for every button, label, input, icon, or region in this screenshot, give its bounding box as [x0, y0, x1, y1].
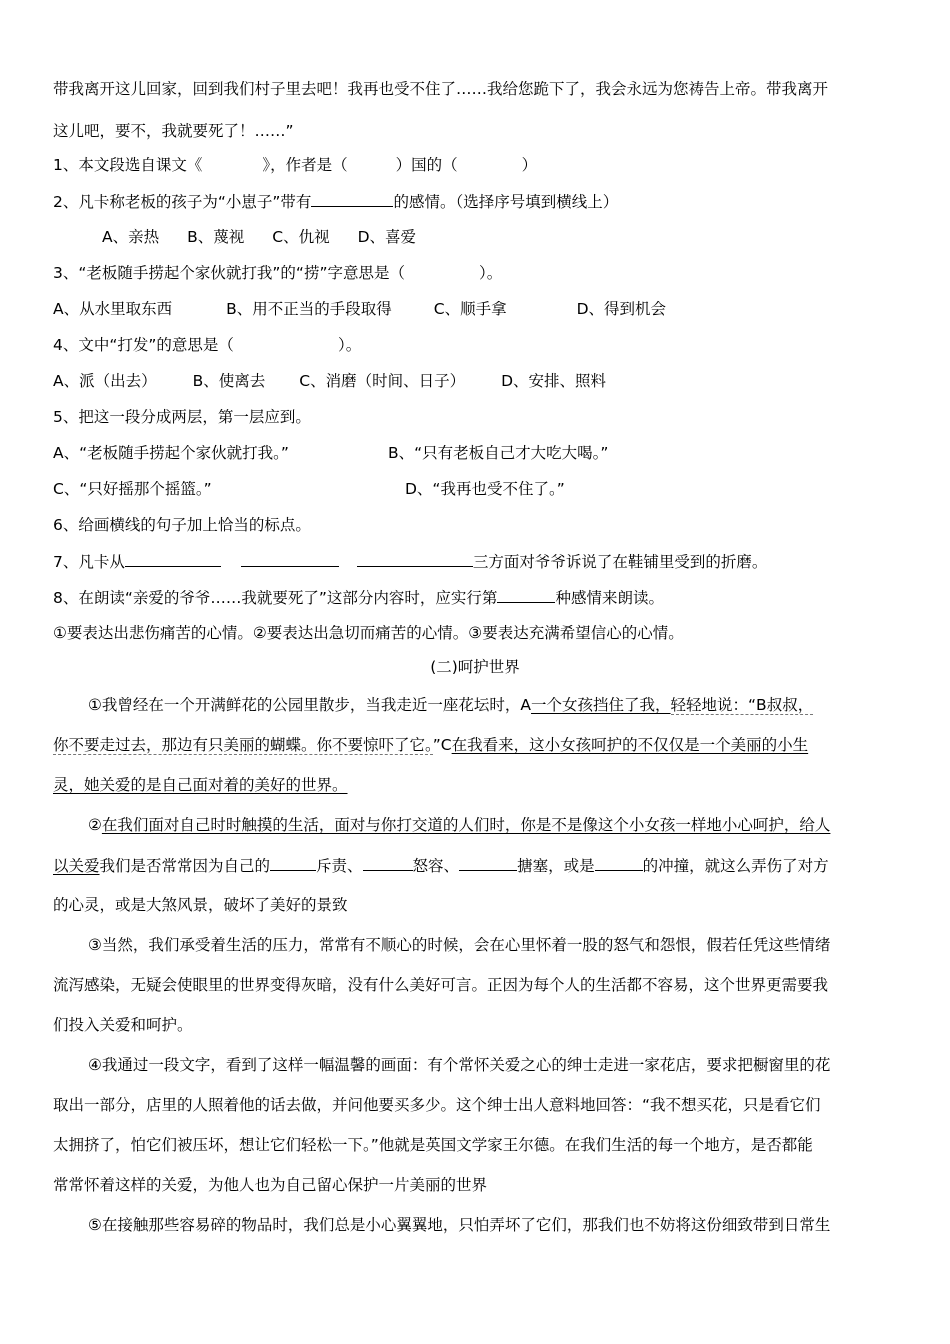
paragraph-3-line: 流泻感染，无疑会使眼里的世界变得灰暗，没有什么美好可言。正因为每个人的生活都不容易，这个世界更需要我 [53, 976, 829, 994]
q7-text: 三方面对爷爷诉说了在鞋铺里受到的折磨。 [472, 553, 768, 571]
paragraph-1-line [53, 735, 920, 755]
answer-blank[interactable] [241, 551, 339, 567]
answer-blank[interactable] [595, 855, 643, 871]
paragraph-1-line [53, 775, 920, 795]
option: C、仇视 [272, 228, 330, 246]
section-title: (二)呵护世界 [430, 658, 520, 676]
q2-text: 的感情。（选择序号填到横线上） [393, 193, 619, 211]
question-2 [53, 191, 920, 212]
text-run: 搪塞，或是 [517, 857, 595, 875]
question-5: 5、把这一段分成两层，第一层应到。 [53, 408, 311, 426]
question-3 [53, 263, 920, 283]
option: D、“我再也受不住了。” [405, 480, 565, 498]
q5-options-row1 [53, 443, 920, 463]
paragraph-4-line: 取出一部分，店里的人照着他的话去做，并问他要买多少。这个绅士出人意料地回答：“我不想买花，只是看它们 [53, 1096, 821, 1114]
text-run: 的冲撞，就这么弄伤了对方 [642, 857, 829, 875]
question-6: 6、给画横线的句子加上恰当的标点。 [53, 516, 311, 534]
q8-choices: ①要表达出悲伤痛苦的心情。②要表达出急切而痛苦的心情。③要表达充满希望信心的心情。 [53, 624, 684, 642]
q8-text: 种感情来朗读。 [555, 589, 664, 607]
answer-blank[interactable] [270, 855, 316, 871]
question-7 [53, 551, 920, 572]
option: B、用不正当的手段取得 [226, 300, 392, 318]
q1-text: 1、本文段选自课文《 [53, 156, 203, 174]
text-run: 斥责、 [316, 857, 363, 875]
underlined-sentence: 灵，她关爱的是自己面对着的美好的世界。 [53, 776, 348, 794]
option: B、“只有老板自己才大吃大喝。” [388, 444, 609, 462]
option: A、派（出去） [53, 372, 157, 390]
q3-text: 3、“老板随手捞起个家伙就打我”的“捞”字意思是（ [53, 264, 405, 282]
text-run: ”C [432, 736, 452, 754]
answer-blank[interactable] [497, 587, 555, 603]
paragraph-3-line: ③当然，我们承受着生活的压力，常常有不顺心的时候，会在心里怀着一股的怒气和怨恨，假若任凭这些情绪 [88, 936, 831, 954]
question-4 [53, 335, 920, 355]
text-run: ② [88, 816, 102, 834]
text-run: 怒容、 [412, 857, 460, 875]
option: A、亲热 [102, 228, 160, 246]
answer-blank[interactable] [363, 855, 413, 871]
paragraph-4-line: ④我通过一段文字，看到了这样一幅温馨的画面：有个常怀关爱之心的绅士走进一家花店，要求把橱窗里的花 [88, 1056, 831, 1074]
option: D、喜爱 [357, 228, 417, 246]
option: A、从水里取东西 [53, 300, 173, 318]
q4-text: 4、文中“打发”的意思是（ [53, 336, 234, 354]
q4-options [53, 371, 920, 391]
answer-blank[interactable] [357, 551, 473, 567]
answer-blank[interactable] [125, 551, 221, 567]
answer-blank[interactable] [459, 855, 517, 871]
paragraph-2-line: 的心灵，或是大煞风景，破坏了美好的景致 [53, 896, 348, 914]
paragraph-2-line [88, 815, 920, 835]
text-run: 你不要走过去，那边有只美丽的蝴蝶。你不要惊吓了它。 [53, 736, 433, 754]
option: C、顺手拿 [433, 300, 507, 318]
text-run: ①我曾经在一个开满鲜花的公园里散步，当我走近一座花坛时，A [88, 696, 532, 714]
passage-line: 带我离开这儿回家，回到我们村子里去吧！我再也受不住了……我给您跪下了，我会永远为您祷告上帝。带我离开 [53, 80, 829, 98]
answer-blank[interactable] [311, 191, 393, 207]
text-run: 我们是否常常因为自己的 [99, 857, 271, 875]
paragraph-2-line [53, 855, 920, 876]
paragraph-4-line: 太拥挤了，怕它们被压坏，想让它们轻松一下。”他就是英国文学家王尔德。在我们生活的每一个地方，是否都能 [53, 1136, 813, 1154]
q1-text: ） [521, 156, 538, 174]
text-run: 轻轻地说：“B叔叔， [670, 696, 814, 714]
underlined-sentence: 一个女孩挡住了我， [531, 696, 671, 714]
underlined-sentence: 在我们面对自己时时触摸的生活，面对与你打交道的人们时，你是不是像这个小女孩一样地小心呵护，给人 [101, 816, 831, 834]
option: D、得到机会 [576, 300, 667, 318]
q1-text: ）国的（ [395, 156, 458, 174]
option: C、消磨（时间、日子） [299, 372, 466, 390]
option: B、使离去 [192, 372, 266, 390]
q3-text: ）。 [478, 264, 503, 282]
underlined-sentence: 在我看来，这小女孩呵护的不仅仅是一个美丽的小生 [451, 736, 809, 754]
passage-line: 这儿吧，要不，我就要死了！……” [53, 122, 294, 140]
option: B、蔑视 [187, 228, 245, 246]
paragraph-1-line [88, 695, 920, 715]
paragraph-4-line: 常常怀着这样的关爱，为他人也为自己留心保护一片美丽的世界 [53, 1176, 488, 1194]
option: A、“老板随手捞起个家伙就打我。” [53, 444, 289, 462]
question-8 [53, 587, 920, 608]
q1-text: 》，作者是（ [262, 156, 348, 174]
q8-text: 8、在朗读“亲爱的爷爷……我就要死了”这部分内容时，应实行第 [53, 589, 498, 607]
paragraph-3-line: 们投入关爱和呵护。 [53, 1016, 193, 1034]
question-1 [53, 155, 920, 175]
option: D、安排、照料 [501, 372, 607, 390]
q2-text: 2、凡卡称老板的孩子为“小崽子”带有 [53, 193, 312, 211]
option: C、“只好摇那个摇篮。” [53, 480, 212, 498]
paragraph-5-line: ⑤在接触那些容易碎的物品时，我们总是小心翼翼地，只怕弄坏了它们，那我们也不妨将这份细致带到日常生 [88, 1216, 831, 1234]
underlined-sentence: 以关爱 [53, 857, 100, 875]
q4-text: ）。 [337, 336, 362, 354]
q5-options-row2 [53, 479, 920, 499]
q3-options [53, 299, 920, 319]
q7-text: 7、凡卡从 [53, 553, 125, 571]
q2-options [102, 227, 920, 247]
